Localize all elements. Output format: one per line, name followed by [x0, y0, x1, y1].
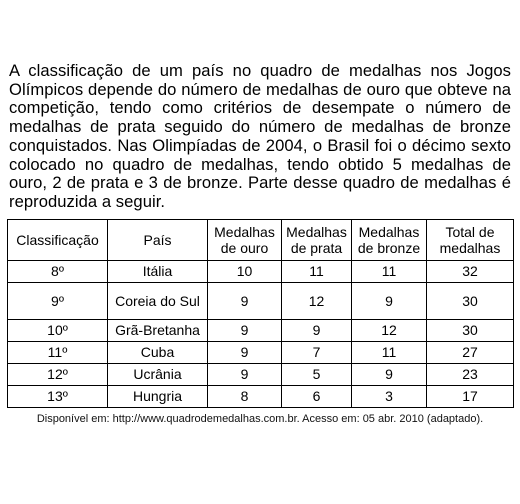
cell-prata: 5 — [282, 363, 352, 385]
cell-pais: Hungria — [108, 385, 208, 407]
cell-ouro: 9 — [208, 363, 282, 385]
cell-ouro: 8 — [208, 385, 282, 407]
cell-pais: Itália — [108, 260, 208, 282]
table-row — [8, 341, 514, 363]
header-classificacao: Classificação — [8, 219, 108, 260]
cell-ouro: 9 — [208, 341, 282, 363]
cell-classificacao: 12º — [8, 363, 108, 385]
cell-bronze: 3 — [352, 385, 427, 407]
header-total: Total de medalhas — [427, 219, 514, 260]
cell-ouro: 9 — [208, 282, 282, 319]
cell-classificacao: 11º — [8, 341, 108, 363]
header-prata: Medalhas de prata — [282, 219, 352, 260]
medal-table — [7, 219, 514, 408]
cell-pais: Ucrânia — [108, 363, 208, 385]
cell-prata: 12 — [282, 282, 352, 319]
cell-total: 30 — [427, 319, 514, 341]
table-header-row — [8, 219, 514, 260]
table-row — [8, 260, 514, 282]
cell-ouro: 9 — [208, 319, 282, 341]
header-pais: País — [108, 219, 208, 260]
cell-classificacao: 9º — [8, 282, 108, 319]
table-row — [8, 282, 514, 319]
table-row — [8, 363, 514, 385]
cell-prata: 9 — [282, 319, 352, 341]
cell-total: 30 — [427, 282, 514, 319]
cell-classificacao: 10º — [8, 319, 108, 341]
cell-pais: Coreia do Sul — [108, 282, 208, 319]
cell-bronze: 9 — [352, 363, 427, 385]
header-bronze: Medalhas de bronze — [352, 219, 427, 260]
cell-total: 32 — [427, 260, 514, 282]
table-row — [8, 385, 514, 407]
source-citation: Disponível em: http://www.quadrodemedalhas.com.br. Acesso em: 05 abr. 2010 (adaptado). — [36, 412, 484, 425]
cell-classificacao: 13º — [8, 385, 108, 407]
cell-pais: Cuba — [108, 341, 208, 363]
cell-total: 23 — [427, 363, 514, 385]
table-row — [8, 319, 514, 341]
cell-total: 17 — [427, 385, 514, 407]
cell-bronze: 9 — [352, 282, 427, 319]
header-ouro: Medalhas de ouro — [208, 219, 282, 260]
cell-classificacao: 8º — [8, 260, 108, 282]
cell-bronze: 11 — [352, 260, 427, 282]
cell-total: 27 — [427, 341, 514, 363]
question-page — [7, 62, 513, 425]
cell-pais: Grã-Bretanha — [108, 319, 208, 341]
cell-ouro: 10 — [208, 260, 282, 282]
cell-prata: 7 — [282, 341, 352, 363]
cell-bronze: 11 — [352, 341, 427, 363]
question-paragraph: A classificação de um país no quadro de medalhas nos Jogos Olímpicos depende do número de medalhas de ouro que obteve na competição, tendo como critérios de desempate o número de medalhas de prata seguido do número de medalhas de bronze conquistados. Nas Olimpíadas de 2004, o Brasil foi o décimo sexto colocado no quadro de medalhas, tendo obtido 5 medalhas de ouro, 2 de prata e 3 de bronze. Parte desse quadro de medalhas é reproduzida a seguir. — [9, 61, 511, 211]
cell-bronze: 12 — [352, 319, 427, 341]
cell-prata: 6 — [282, 385, 352, 407]
cell-prata: 11 — [282, 260, 352, 282]
